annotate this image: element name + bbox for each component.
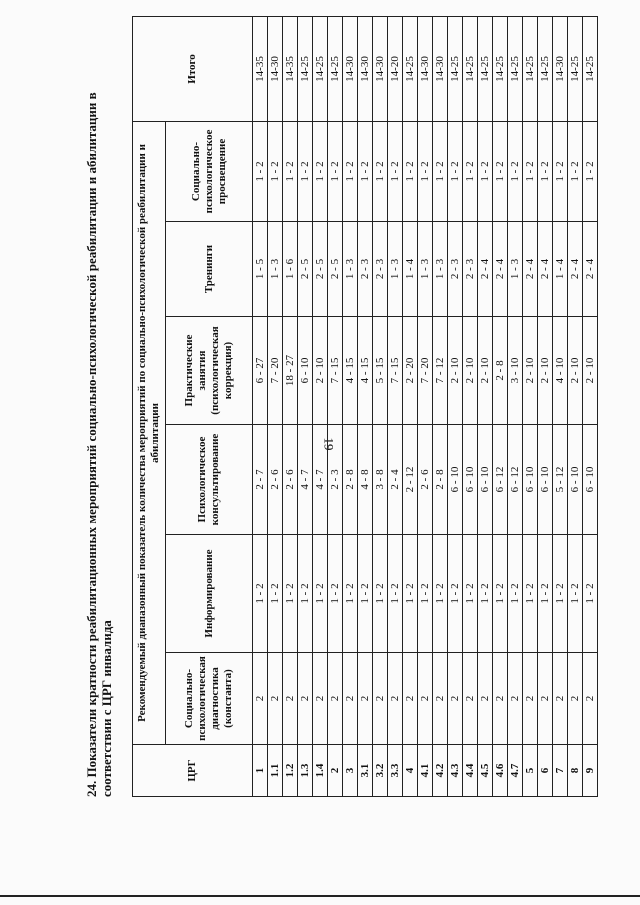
header-crg: ЦРГ [133,745,253,797]
crg-code-cell: 3.1 [358,745,373,797]
table-cell: 3 - 10 [508,317,523,425]
table-cell: 2 - 3 [448,222,463,317]
table-cell: 6 - 10 [463,425,478,535]
table-cell: 14-30 [343,16,358,121]
table-cell: 2 - 8 [433,425,448,535]
table-cell: 1 - 2 [463,535,478,653]
table-row [313,16,328,796]
header-practical: Практические занятия (психологическая коррекция) [166,317,253,425]
table-cell: 1 - 3 [433,222,448,317]
table-cell: 6 - 10 [478,425,493,535]
table-row [493,16,508,796]
table-cell: 2 - 10 [568,317,583,425]
table-cell: 14-25 [568,16,583,121]
table-cell: 1 - 2 [493,121,508,221]
table-cell: 1 - 2 [298,535,313,653]
table-row [508,16,523,796]
table-cell: 1 - 2 [418,121,433,221]
table-cell: 2 - 4 [568,222,583,317]
table-cell: 2 [418,653,433,745]
table-cell: 2 - 5 [328,222,343,317]
table-cell: 1 - 2 [283,535,298,653]
crg-code-cell: 3.2 [373,745,388,797]
table-cell: 1 - 2 [343,535,358,653]
table-cell: 2 [553,653,568,745]
crg-code-cell: 1.4 [313,745,328,797]
table-cell: 2 - 10 [538,317,553,425]
table-row [478,16,493,796]
crg-code-cell: 8 [568,745,583,797]
crg-code-cell: 4.6 [493,745,508,797]
table-cell: 1 - 2 [313,535,328,653]
crg-code-cell: 3.3 [388,745,403,797]
table-cell: 14-30 [418,16,433,121]
table-cell: 1 - 2 [373,535,388,653]
table-cell: 2 [448,653,463,745]
table-cell: 18 - 27 [283,317,298,425]
table-cell: 2 [583,653,598,745]
table-cell: 6 - 10 [583,425,598,535]
table-cell: 1 - 2 [283,121,298,221]
table-cell: 1 - 2 [553,535,568,653]
table-cell: 4 - 10 [553,317,568,425]
table-cell: 1 - 2 [448,535,463,653]
table-cell: 14-25 [508,16,523,121]
table-cell: 1 - 2 [268,535,283,653]
table-cell: 2 - 10 [478,317,493,425]
table-cell: 2 - 4 [523,222,538,317]
table-cell: 1 - 2 [433,535,448,653]
header-total: Итого [133,16,253,121]
header-informing: Информирование [166,535,253,653]
table-cell: 6 - 10 [448,425,463,535]
table-cell: 1 - 2 [448,121,463,221]
table-cell: 1 - 2 [268,121,283,221]
table-cell: 14-35 [283,16,298,121]
table-cell: 14-25 [523,16,538,121]
table-row [298,16,313,796]
table-cell: 1 - 2 [508,121,523,221]
table-cell: 1 - 2 [358,121,373,221]
table-cell: 6 - 10 [298,317,313,425]
crg-code-cell: 1.3 [298,745,313,797]
table-cell: 14-25 [448,16,463,121]
crg-code-cell: 2 [328,745,343,797]
table-cell: 1 - 3 [388,222,403,317]
table-cell: 14-25 [403,16,418,121]
table-row [448,16,463,796]
crg-code-cell: 1.1 [268,745,283,797]
table-cell: 2 [343,653,358,745]
table-cell: 1 - 2 [553,121,568,221]
table-cell: 2 - 10 [463,317,478,425]
table-cell: 14-30 [358,16,373,121]
table-cell: 6 - 10 [538,425,553,535]
table-cell: 14-30 [433,16,448,121]
table-cell: 1 - 2 [403,121,418,221]
table-cell: 1 - 2 [298,121,313,221]
table-cell: 1 - 2 [508,535,523,653]
table-cell: 2 - 4 [493,222,508,317]
document-title: 24. Показатели кратности реабилитационных мероприятий социально-психологической реабилитации и абилитации в соответствии с ЦРГ инвалида [84,92,114,797]
table-cell: 14-20 [388,16,403,121]
header-trainings: Тренинги [166,222,253,317]
table-cell: 4 - 15 [358,317,373,425]
rotated-content [84,17,596,797]
table-cell: 2 - 8 [493,317,508,425]
table-cell: 1 - 2 [253,535,268,653]
table-cell: 2 [508,653,523,745]
table-row [343,16,358,796]
table-cell: 2 - 10 [448,317,463,425]
table-cell: 1 - 2 [343,121,358,221]
table-cell: 2 - 20 [403,317,418,425]
table-cell: 2 [388,653,403,745]
table-row [418,16,433,796]
table-cell: 2 - 6 [283,425,298,535]
table-cell: 2 - 3 [328,425,343,535]
table-cell: 2 - 6 [418,425,433,535]
table-cell: 2 - 10 [523,317,538,425]
table-cell: 14-25 [583,16,598,121]
crg-code-cell: 5 [523,745,538,797]
table-cell: 2 [523,653,538,745]
table-cell: 1 - 2 [253,121,268,221]
table-row [583,16,598,796]
table-cell: 2 - 10 [583,317,598,425]
table-cell: 1 - 2 [433,121,448,221]
crg-code-cell: 4.4 [463,745,478,797]
table-cell: 1 - 3 [343,222,358,317]
crg-code-cell: 4.7 [508,745,523,797]
table-cell: 2 [328,653,343,745]
table-cell: 2 [298,653,313,745]
rehabilitation-table [132,16,598,797]
table-row [253,16,268,796]
table-cell: 1 - 2 [523,535,538,653]
table-cell: 2 [253,653,268,745]
table-row [358,16,373,796]
table-cell: 7 - 15 [388,317,403,425]
table-cell: 14-25 [328,16,343,121]
table-row [328,16,343,796]
table-cell: 1 - 2 [568,121,583,221]
table-cell: 2 - 12 [403,425,418,535]
table-cell: 1 - 3 [418,222,433,317]
table-cell: 2 - 3 [373,222,388,317]
crg-code-cell: 3 [343,745,358,797]
table-cell: 5 - 15 [373,317,388,425]
table-row [568,16,583,796]
crg-code-cell: 7 [553,745,568,797]
table-row [433,16,448,796]
header-diagnostics: Социально-психологическая диагностика (константа) [166,653,253,745]
table-cell: 6 - 27 [253,317,268,425]
crg-code-cell: 1.2 [283,745,298,797]
table-cell: 1 - 2 [463,121,478,221]
table-cell: 1 - 2 [523,121,538,221]
table-cell: 1 - 2 [538,535,553,653]
table-cell: 6 - 12 [508,425,523,535]
table-row [538,16,553,796]
table-cell: 14-30 [553,16,568,121]
table-cell: 7 - 15 [328,317,343,425]
table-cell: 14-25 [478,16,493,121]
table-cell: 1 - 2 [568,535,583,653]
table-cell: 1 - 2 [328,535,343,653]
table-cell: 14-25 [493,16,508,121]
table-row [463,16,478,796]
table-cell: 1 - 3 [508,222,523,317]
crg-code-cell: 4.1 [418,745,433,797]
table-cell: 2 - 3 [358,222,373,317]
table-cell: 4 - 7 [313,425,328,535]
table-cell: 1 - 2 [583,535,598,653]
table-cell: 1 - 2 [313,121,328,221]
table-row [388,16,403,796]
table-cell: 2 [403,653,418,745]
table-cell: 14-30 [373,16,388,121]
table-cell: 14-25 [313,16,328,121]
table-cell: 1 - 5 [253,222,268,317]
table-row [523,16,538,796]
table-cell: 2 - 3 [463,222,478,317]
table-cell: 14-35 [253,16,268,121]
table-cell: 2 [268,653,283,745]
crg-code-cell: 1 [253,745,268,797]
table-cell: 3 - 8 [373,425,388,535]
table-cell: 1 - 2 [538,121,553,221]
table-cell: 7 - 20 [268,317,283,425]
table-row [373,16,388,796]
table-cell: 1 - 2 [358,535,373,653]
table-cell: 1 - 6 [283,222,298,317]
table-row [553,16,568,796]
table-cell: 5 - 12 [553,425,568,535]
table-cell: 1 - 2 [418,535,433,653]
table-cell: 2 - 5 [313,222,328,317]
table-cell: 6 - 10 [523,425,538,535]
table-cell: 2 - 4 [538,222,553,317]
table-cell: 2 [538,653,553,745]
table-cell: 2 [568,653,583,745]
table-cell: 4 - 15 [343,317,358,425]
header-counseling: Психологическое консультирование [166,425,253,535]
table-cell: 1 - 4 [553,222,568,317]
table-cell: 2 [358,653,373,745]
table-cell: 2 - 10 [313,317,328,425]
table-cell: 2 - 5 [298,222,313,317]
table-cell: 1 - 2 [478,121,493,221]
table-cell: 14-25 [298,16,313,121]
table-cell: 1 - 2 [478,535,493,653]
table-cell: 1 - 2 [493,535,508,653]
table-cell: 14-25 [463,16,478,121]
table-cell: 4 - 7 [298,425,313,535]
table-cell: 1 - 2 [328,121,343,221]
table-cell: 1 - 3 [268,222,283,317]
table-cell: 2 - 4 [583,222,598,317]
table-cell: 1 - 2 [403,535,418,653]
table-cell: 4 - 8 [358,425,373,535]
table-cell: 1 - 2 [388,535,403,653]
table-cell: 1 - 2 [373,121,388,221]
table-cell: 6 - 10 [568,425,583,535]
crg-code-cell: 9 [583,745,598,797]
table-cell: 2 - 7 [253,425,268,535]
table-cell: 2 - 8 [343,425,358,535]
crg-code-cell: 4.2 [433,745,448,797]
table-cell: 2 [493,653,508,745]
table-cell: 2 [373,653,388,745]
crg-code-cell: 4.5 [478,745,493,797]
crg-code-cell: 6 [538,745,553,797]
table-cell: 2 - 4 [388,425,403,535]
table-cell: 1 - 2 [583,121,598,221]
table-cell: 1 - 2 [388,121,403,221]
bottom-rule [0,895,640,897]
table-cell: 2 [283,653,298,745]
table-cell: 2 [478,653,493,745]
crg-code-cell: 4.3 [448,745,463,797]
table-cell: 7 - 20 [418,317,433,425]
table-cell: 1 - 4 [403,222,418,317]
table-cell: 6 - 12 [493,425,508,535]
header-group: Рекомендуемый диапазонный показатель количества мероприятий по социально-психологической реабилитации и абилитации [133,121,166,744]
table-cell: 2 [463,653,478,745]
table-cell: 2 [433,653,448,745]
header-education: Социально-психологическое просвещение [166,121,253,221]
page-number: 19 [321,437,337,451]
table-row [283,16,298,796]
table-row [403,16,418,796]
table-cell: 2 - 4 [478,222,493,317]
table-cell: 14-30 [268,16,283,121]
table-row [268,16,283,796]
crg-code-cell: 4 [403,745,418,797]
table-cell: 2 - 6 [268,425,283,535]
table-cell: 2 [313,653,328,745]
table-cell: 7 - 12 [433,317,448,425]
table-cell: 14-25 [538,16,553,121]
